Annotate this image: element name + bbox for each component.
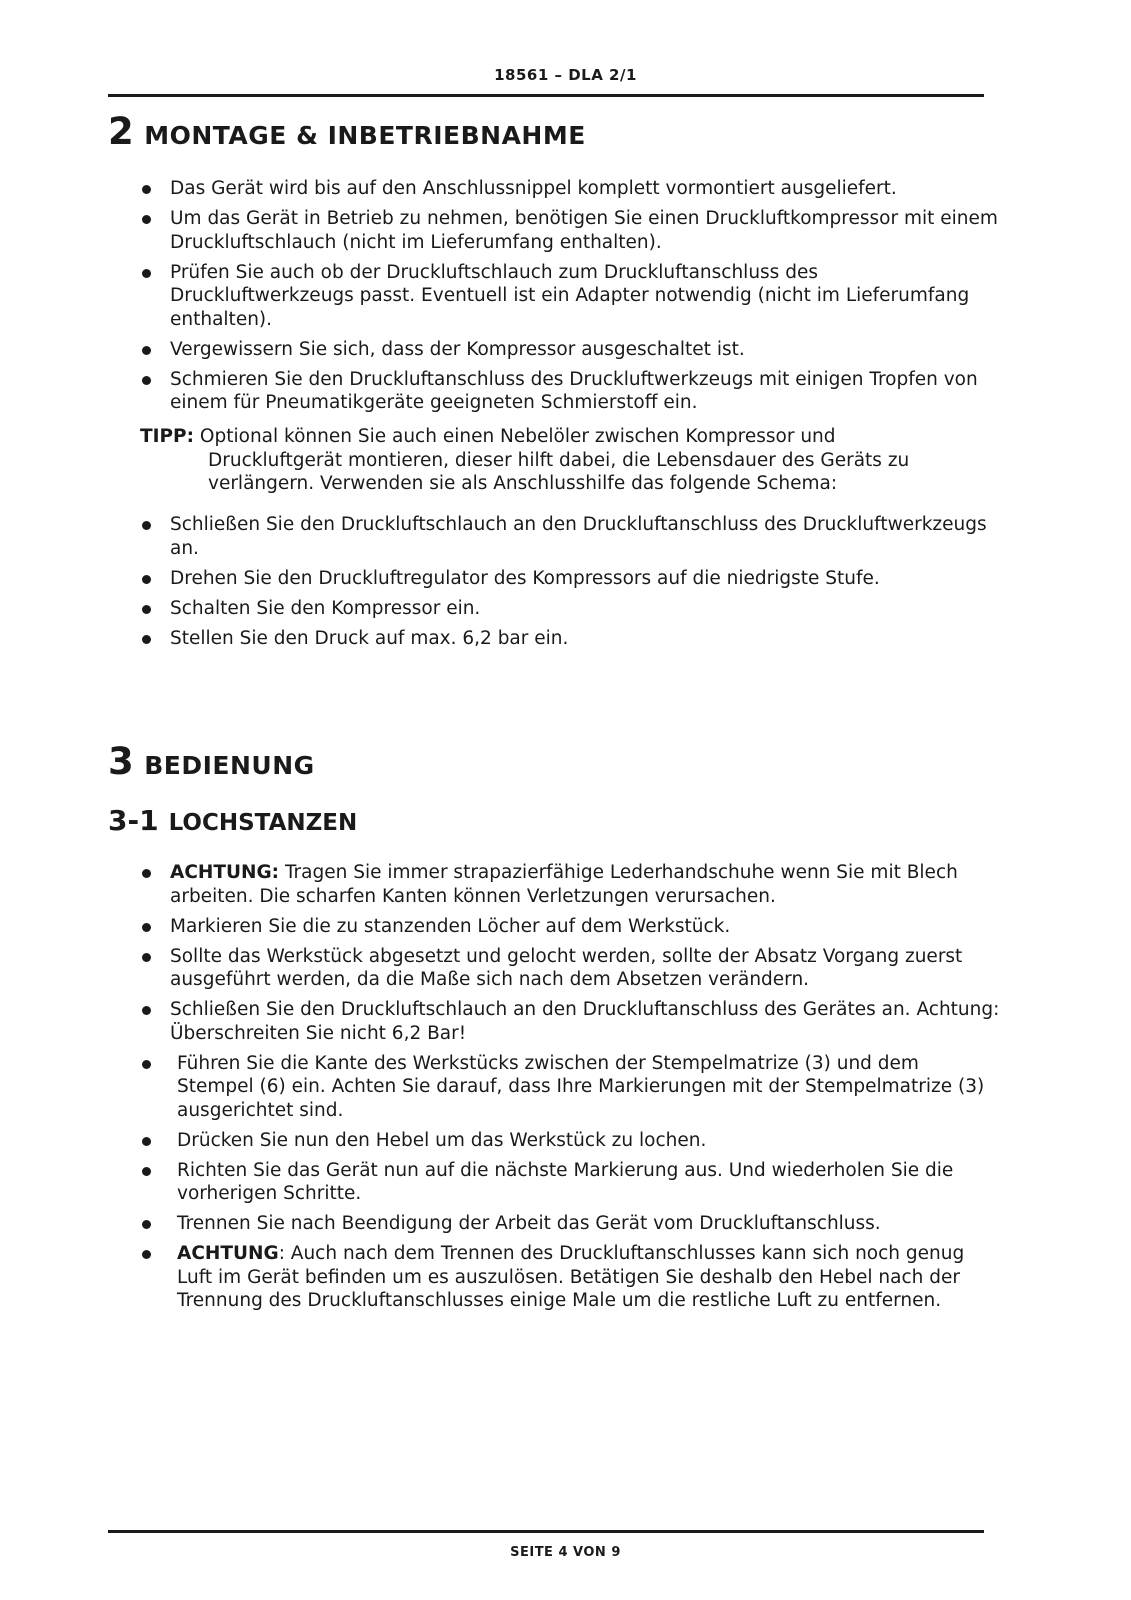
section-2-heading (108, 110, 586, 153)
tipp-note (140, 425, 1000, 496)
section-3-heading (108, 740, 315, 783)
list-item (140, 1242, 1000, 1313)
list-item: Um das Gerät in Betrieb zu nehmen, benötigen Sie einen Druckluftkompressor mit einem Druckluftschlauch (nicht im Lieferumfang enthalten). (140, 207, 1000, 254)
list-item: Drücken Sie nun den Hebel um das Werkstück zu lochen. (140, 1129, 1000, 1153)
list-item: Schmieren Sie den Druckluftanschluss des Druckluftwerkzeugs mit einigen Tropfen von einem für Pneumatikgeräte geeigneten Schmierstoff ein. (140, 368, 1000, 415)
section-2-bullet-list-a (140, 177, 1000, 421)
list-item: Führen Sie die Kante des Werkstücks zwischen der Stempelmatrize (3) und dem Stempel (6) ein. Achten Sie darauf, dass Ihre Markierungen mit der Stempelmatrize (3) ausgerichtet sind. (140, 1052, 1000, 1123)
subsection-3-1-heading (108, 804, 357, 837)
warning-text: Tragen Sie immer strapazierfähige Lederhandschuhe wenn Sie mit Blech arbeiten. Die scharfen Kanten können Verletzungen verursachen. (170, 862, 958, 907)
list-item: Richten Sie das Gerät nun auf die nächste Markierung aus. Und wiederholen Sie die vorherigen Schritte. (140, 1159, 1000, 1206)
list-item: Vergewissern Sie sich, dass der Kompressor ausgeschaltet ist. (140, 338, 1000, 362)
tipp-continuation: Druckluftgerät montieren, dieser hilft dabei, die Lebensdauer des Geräts zu verlängern. Verwenden sie als Anschlusshilfe das folgende Schema: (208, 449, 910, 494)
list-item: Drehen Sie den Druckluftregulator des Kompressors auf die niedrigste Stufe. (140, 567, 1000, 591)
tipp-label: TIPP: (140, 426, 195, 447)
list-item: Schalten Sie den Kompressor ein. (140, 597, 1000, 621)
warning-text: : Auch nach dem Trennen des Druckluftanschlusses kann sich noch genug Luft im Gerät befinden um es auszulösen. Betätigen Sie deshalb den Hebel nach der Trennung des Druckluftanschlusses einige Male um die restliche Luft zu entfernen. (177, 1243, 965, 1311)
list-item (140, 861, 1000, 908)
section-3-number: 3 (108, 740, 135, 783)
header-doc-id: 18561 – DLA 2/1 (494, 66, 637, 84)
warning-label: ACHTUNG: (170, 862, 280, 883)
list-item: Markieren Sie die zu stanzenden Löcher auf dem Werkstück. (140, 915, 1000, 939)
list-item: Schließen Sie den Druckluftschlauch an den Druckluftanschluss des Gerätes an. Achtung: Überschreiten Sie nicht 6,2 Bar! (140, 998, 1000, 1045)
section-2-bullet-list-b (140, 513, 1000, 657)
subsection-3-1-title: LOCHSTANZEN (168, 810, 358, 836)
list-item: Prüfen Sie auch ob der Druckluftschlauch zum Druckluftanschluss des Druckluftwerkzeugs passt. Eventuell ist ein Adapter notwendig (nicht im Lieferumfang enthalten). (140, 261, 1000, 332)
footer-page-number: SEITE 4 VON 9 (510, 1545, 621, 1560)
section-2-number: 2 (108, 110, 135, 153)
list-item: Trennen Sie nach Beendigung der Arbeit das Gerät vom Druckluftanschluss. (140, 1212, 1000, 1236)
tipp-first-line: Optional können Sie auch einen Nebelöler zwischen Kompressor und (199, 426, 836, 447)
list-item: Sollte das Werkstück abgesetzt und gelocht werden, sollte der Absatz Vorgang zuerst ausgeführt werden, da die Maße sich nach dem Absetzen verändern. (140, 945, 1000, 992)
section-3-title: BEDIENUNG (144, 751, 315, 780)
footer-rule (108, 1530, 984, 1533)
subsection-3-1-number: 3-1 (108, 804, 159, 837)
section-3-1-bullet-list (140, 861, 1000, 1319)
list-item: Schließen Sie den Druckluftschlauch an den Druckluftanschluss des Druckluftwerkzeugs an. (140, 513, 1000, 560)
list-item: Das Gerät wird bis auf den Anschlussnippel komplett vormontiert ausgeliefert. (140, 177, 1000, 201)
header-rule (108, 94, 984, 97)
list-item: Stellen Sie den Druck auf max. 6,2 bar ein. (140, 627, 1000, 651)
section-2-title: MONTAGE & INBETRIEBNAHME (144, 121, 586, 150)
warning-label: ACHTUNG (177, 1243, 279, 1264)
